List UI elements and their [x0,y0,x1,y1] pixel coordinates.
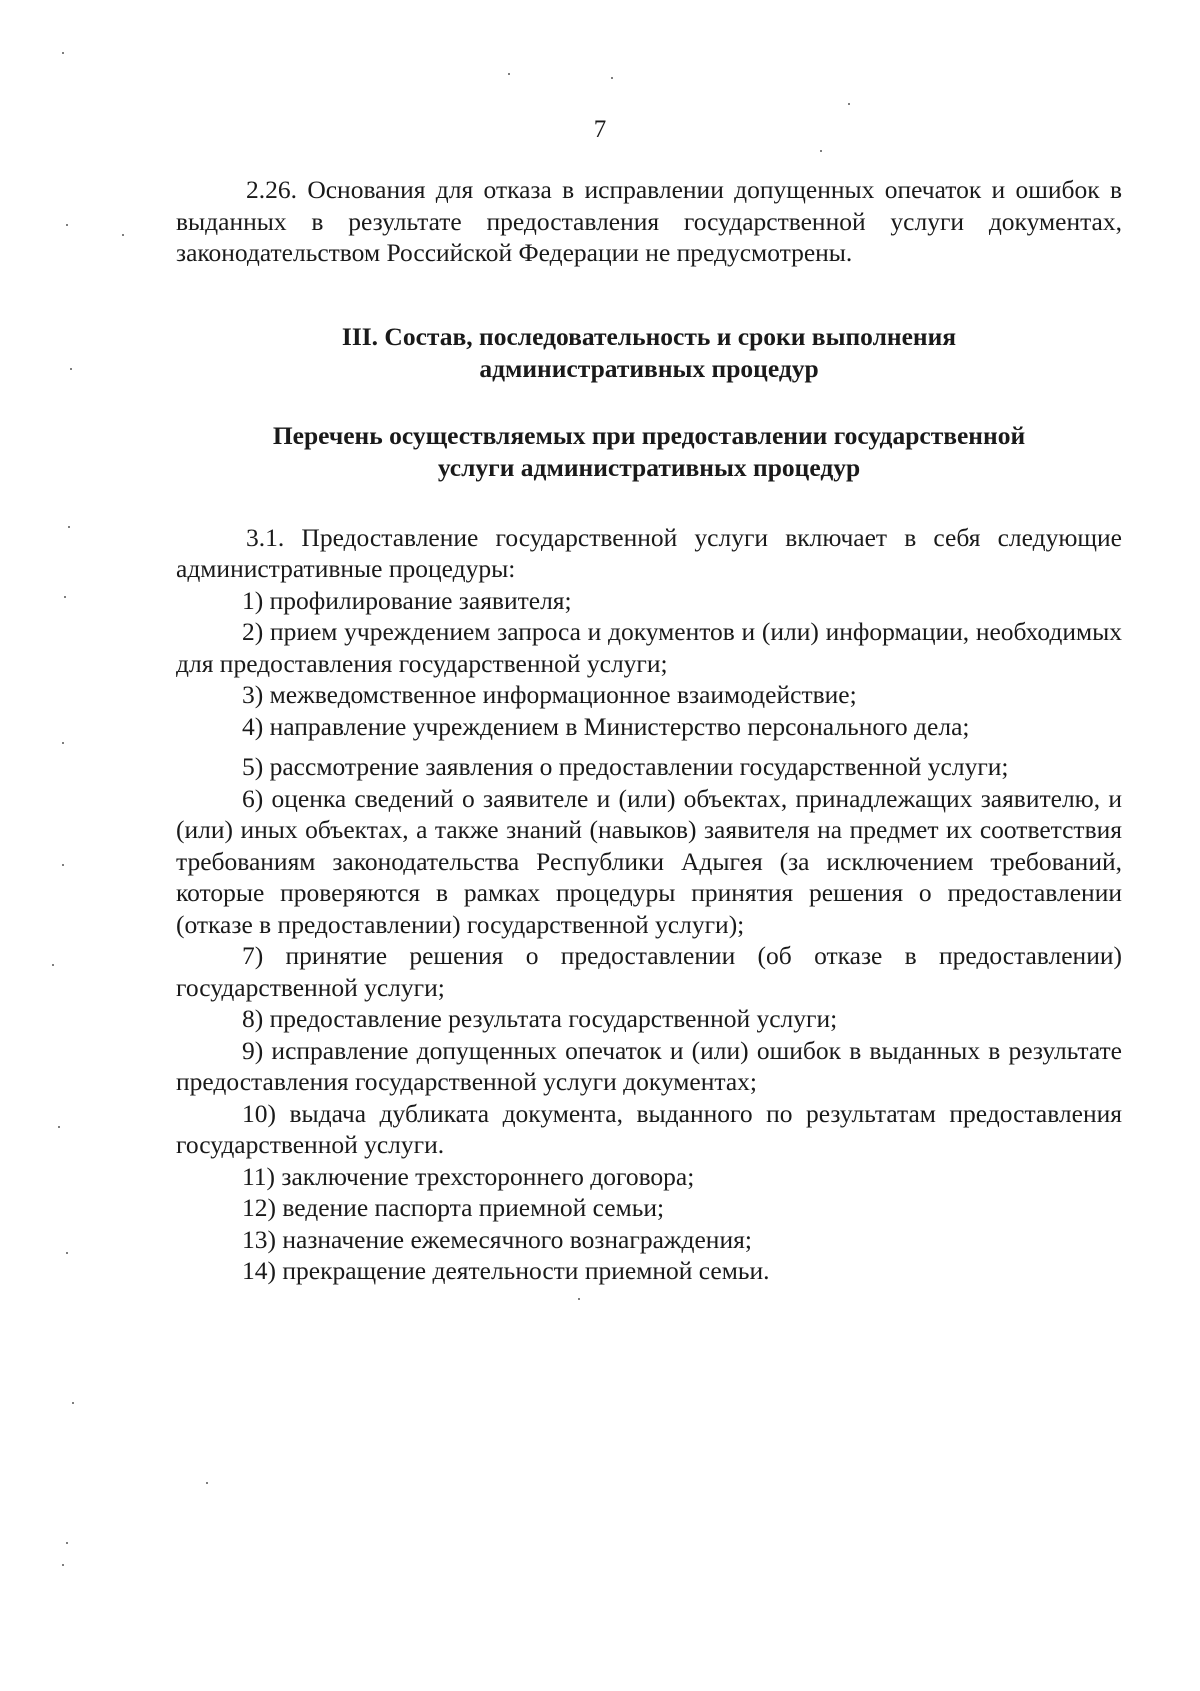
procedure-item-7: 7) принятие решения о предоставлении (об отказе в предоставлении) государственной услуги; [176,941,1122,1002]
procedure-item-6: 6) оценка сведений о заявителе и (или) объектах, принадлежащих заявителю, и (или) иных объектах, а также знаний (навыков) заявителя на предмет их соответствия требованиям законодательства Республики Адыгея (за исключением требований, которые проверяются в рамках процедуры принятия решения о предоставлении (отказе в предоставлении) государственной услуги); [176,783,1122,939]
section-heading-line-2: административных процедур [479,353,819,383]
procedure-item-4: 4) направление учреждением в Министерство персонального дела; [242,711,970,741]
procedure-item-14: 14) прекращение деятельности приемной семьи. [242,1256,770,1285]
scan-speck [66,1542,68,1544]
scan-speck [70,368,72,370]
procedure-item-8: 8) предоставление результата государственной услуги; [242,1004,838,1033]
scan-speck [62,52,64,54]
scan-speck [62,1564,64,1566]
clause-3-1: 3.1. Предоставление государственной услуги включает в себя следующие административные процедуры: [176,522,1122,583]
procedure-item-9: 9) исправление допущенных опечаток и (или) ошибок в выданных в результате предоставления государственной услуги документах; [176,1035,1122,1096]
scan-speck [72,1402,74,1404]
page-number: 7 [593,116,607,143]
section-heading [176,321,1122,385]
scan-speck [206,1482,208,1484]
procedure-item-2: 2) прием учреждением запроса и документов и (или) информации, необходимых для предоставления государственной услуги; [176,617,1122,678]
subheading-line-1: Перечень осуществляемых при предоставлении государственной [272,420,1026,450]
procedure-item-5: 5) рассмотрение заявления о предоставлении государственной услуги; [242,752,1009,781]
scan-speck [578,1298,580,1300]
subheading [176,420,1122,484]
scan-speck [66,1252,68,1254]
procedure-item-3: 3) межведомственное информационное взаимодействие; [242,680,857,709]
scan-speck [62,864,64,866]
procedure-item-1: 1) профилирование заявителя; [242,585,572,615]
scan-speck [508,73,510,75]
scan-speck [66,224,68,226]
scan-speck [820,150,822,152]
scan-speck [58,1126,60,1128]
paragraph-2-26: 2.26. Основания для отказа в исправлении допущенных опечаток и ошибок в выданных в результате предоставления государственной услуги документах, законодательством Российской Федерации не предусмотрены. [176,175,1122,267]
scan-speck [68,526,70,528]
scan-speck [611,77,613,79]
scan-speck [848,103,850,105]
scan-speck [52,964,54,966]
procedure-item-10: 10) выдача дубликата документа, выданного по результатам предоставления государственной услуги. [176,1098,1122,1159]
procedure-item-12: 12) ведение паспорта приемной семьи; [242,1193,665,1222]
procedures-list [176,585,1122,1287]
scan-speck [62,742,64,744]
scan-speck [122,234,124,236]
procedure-item-13: 13) назначение ежемесячного вознаграждения; [242,1224,752,1254]
procedure-item-11: 11) заключение трехстороннего договора; [242,1161,695,1191]
subheading-line-2: услуги административных процедур [437,452,861,482]
scan-speck [64,596,66,598]
section-heading-line-1: III. Состав, последовательность и сроки выполнения [341,321,957,351]
document-body [176,174,1122,1287]
